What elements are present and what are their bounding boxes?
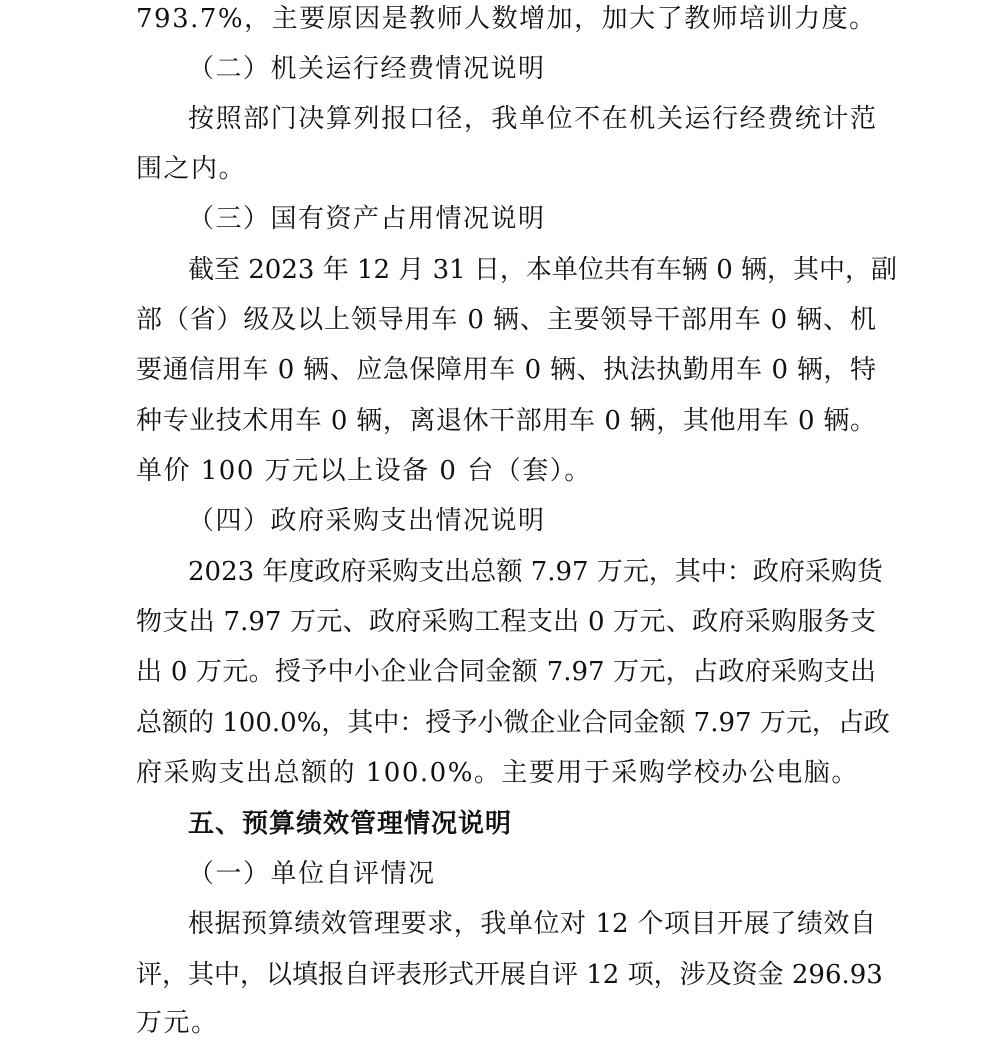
paragraph-line: 种专业技术用车 0 辆，离退休干部用车 0 辆，其他用车 0 辆。 [136,406,876,436]
section-heading-procurement: （四）政府采购支出情况说明 [188,506,546,536]
paragraph-line: 按照部门决算列报口径，我单位不在机关运行经费统计范 [188,104,876,134]
paragraph-line: 围之内。 [136,154,247,184]
paragraph-line: 府采购支出总额的 100.0%。主要用于采购学校办公电脑。 [136,758,859,788]
section-heading-operating-expenses: （二）机关运行经费情况说明 [188,54,546,84]
paragraph-line: 2023 年度政府采购支出总额 7.97 万元，其中：政府采购货 [188,557,883,587]
paragraph-line: 万元。 [136,1008,219,1038]
section-heading-self-evaluation: （一）单位自评情况 [188,859,436,889]
section-heading-state-assets: （三）国有资产占用情况说明 [188,204,546,234]
paragraph-line: 评，其中，以填报自评表形式开展自评 12 项，涉及资金 296.93 [136,960,883,990]
paragraph-line: 根据预算绩效管理要求，我单位对 12 个项目开展了绩效自 [188,909,876,939]
paragraph-line: 物支出 7.97 万元、政府采购工程支出 0 万元、政府采购服务支 [136,607,876,637]
paragraph-line: 总额的 100.0%，其中：授予小微企业合同金额 7.97 万元，占政 [136,708,890,738]
paragraph-line: 截至 2023 年 12 月 31 日，本单位共有车辆 0 辆，其中，副 [188,255,897,285]
chapter-heading-performance: 五、预算绩效管理情况说明 [188,809,513,839]
paragraph-line: 出 0 万元。授予中小企业合同金额 7.97 万元，占政府采购支出 [136,657,876,687]
paragraph-line: 单价 100 万元以上设备 0 台（套）。 [136,456,592,486]
paragraph-line: 793.7%，主要原因是教师人数增加，加大了教师培训力度。 [136,4,877,34]
paragraph-line: 要通信用车 0 辆、应急保障用车 0 辆、执法执勤用车 0 辆，特 [136,355,876,385]
paragraph-line: 部（省）级及以上领导用车 0 辆、主要领导干部用车 0 辆、机 [136,305,876,335]
